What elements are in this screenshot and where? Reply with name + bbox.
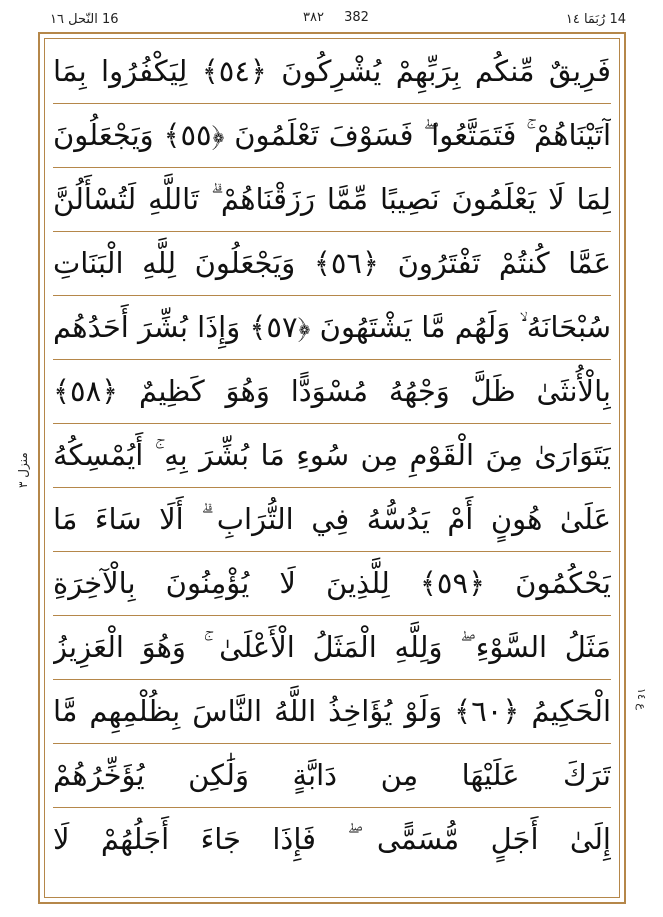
text-line: آتَيْنَاهُمْ ۚ فَتَمَتَّعُوا ۖ فَسَوْفَ تَعْلَمُونَ ﴿٥٥﴾ وَيَجْعَلُونَ	[53, 103, 611, 168]
page-header	[40, 10, 632, 30]
juz-name: 14 رُبَمَا ١٤	[565, 12, 626, 27]
text-line: إِلَىٰ أَجَلٍ مُّسَمًّى ۖ فَإِذَا جَاءَ أَجَلُهُمْ لَا	[53, 822, 611, 856]
text-area	[44, 38, 620, 898]
text-line: سُبْحَانَهُ ۙ وَلَهُم مَّا يَشْتَهُونَ ﴿٥٧﴾ وَإِذَا بُشِّرَ أَحَدُهُم	[53, 295, 611, 360]
text-line: يَتَوَارَىٰ مِنَ الْقَوْمِ مِن سُوءِ مَا بُشِّرَ بِهِ ۚ أَيُمْسِكُهُ	[53, 423, 611, 488]
text-line: عَمَّا كُنتُمْ تَفْتَرُونَ ﴿٥٦﴾ وَيَجْعَلُونَ لِلَّهِ الْبَنَاتِ	[53, 231, 611, 296]
page-number-urdu: ٣٨٢	[303, 10, 324, 25]
text-line: فَرِيقٌ مِّنكُم بِرَبِّهِمْ يُشْرِكُونَ ﴿٥٤﴾ لِيَكْفُرُوا بِمَا	[53, 39, 611, 104]
text-line: الْحَكِيمُ ﴿٦٠﴾ وَلَوْ يُؤَاخِذُ اللَّهُ النَّاسَ بِظُلْمِهِم مَّا	[53, 679, 611, 744]
text-line: مَثَلُ السَّوْءِ ۖ وَلِلَّهِ الْمَثَلُ الْأَعْلَىٰ ۚ وَهُوَ الْعَزِيزُ	[53, 615, 611, 680]
manzil-label: منزل ٣	[16, 452, 30, 488]
text-line: بِالْأُنثَىٰ ظَلَّ وَجْهُهُ مُسْوَدًّا وَهُوَ كَظِيمٌ ﴿٥٨﴾	[53, 359, 611, 424]
page-frame	[38, 32, 626, 904]
text-line: تَرَكَ عَلَيْهَا مِن دَابَّةٍ وَلَٰكِن يُؤَخِّرُهُمْ	[53, 743, 611, 808]
ruku-marker: ع ١٤	[635, 688, 648, 710]
page-number-group	[40, 10, 632, 25]
text-line: لِمَا لَا يَعْلَمُونَ نَصِيبًا مِّمَّا رَزَقْنَاهُمْ ۗ تَاللَّهِ لَتُسْأَلُنَّ	[53, 167, 611, 232]
text-line: عَلَىٰ هُونٍ أَمْ يَدُسُّهُ فِي التُّرَابِ ۗ أَلَا سَاءَ مَا	[53, 487, 611, 552]
text-line: يَحْكُمُونَ ﴿٥٩﴾ لِلَّذِينَ لَا يُؤْمِنُونَ بِالْآخِرَةِ	[53, 551, 611, 616]
page-number: 382	[344, 10, 369, 25]
surah-name: 16 النّحل ١٦	[50, 12, 119, 27]
